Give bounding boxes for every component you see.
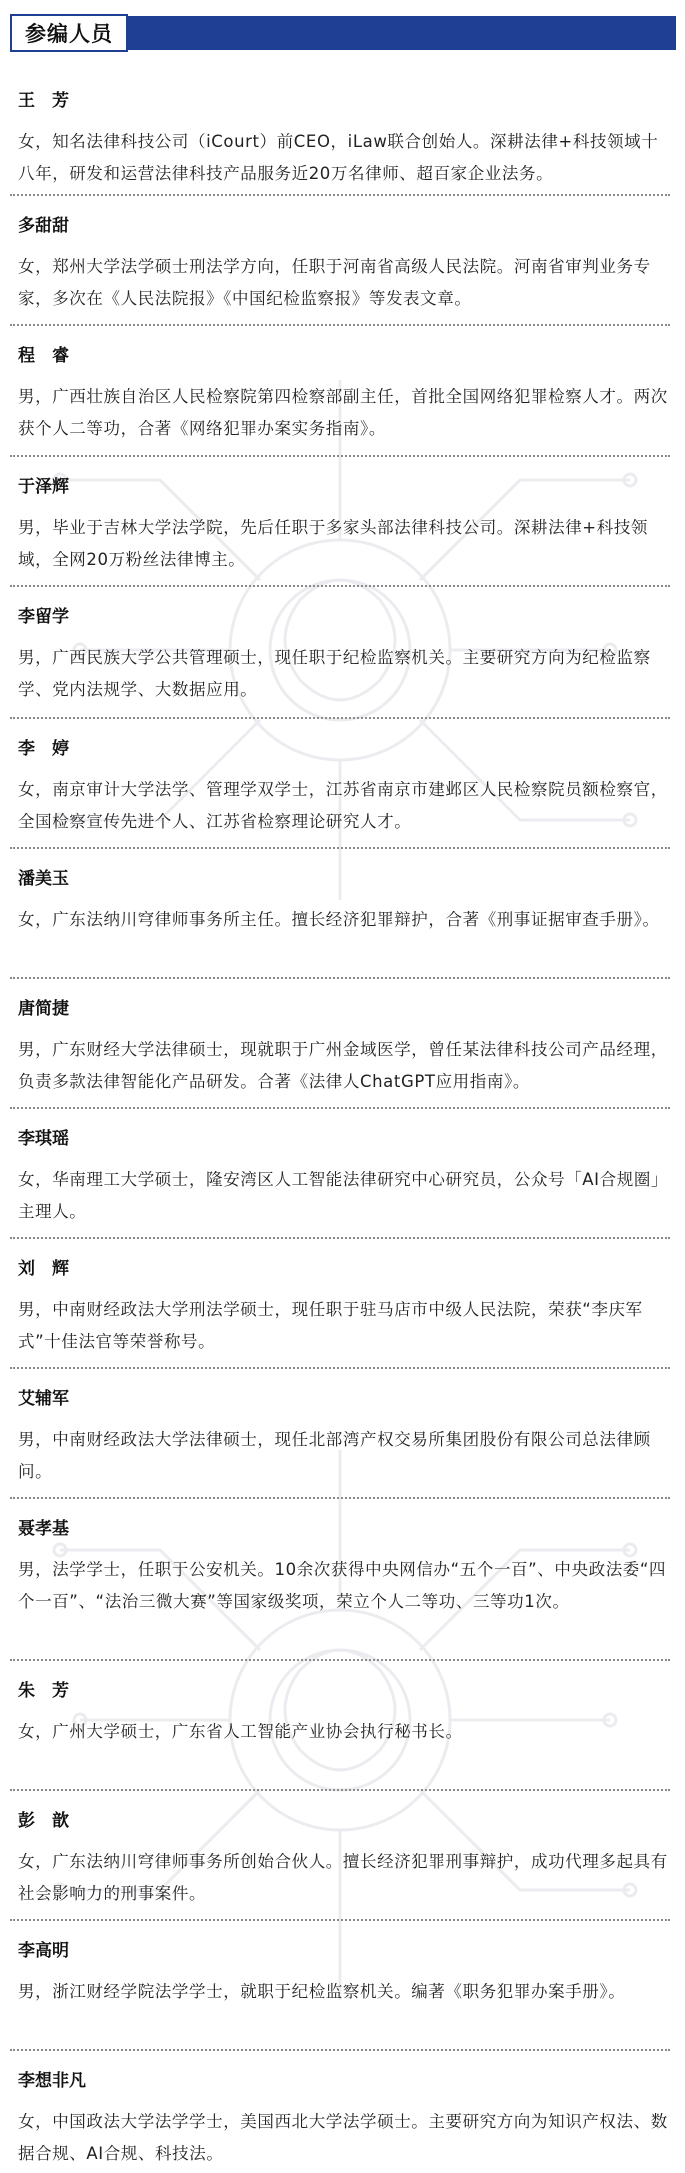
dotted-divider [10, 585, 670, 587]
member-name: 李琪瑶 [18, 1129, 69, 1149]
member-description: 女，华南理工大学硕士，隆安湾区人工智能法律研究中心研究员，公众号「AI合规圈」主理人。 [18, 1170, 660, 1221]
member-entry [18, 738, 668, 838]
member-description: 男，中南财经政法大学刑法学硕士，现任职于驻马店市中级人民法院，荣获“李庆军式”十佳法官等荣誉称号。 [18, 1300, 643, 1351]
member-description: 男，毕业于吉林大学法学院，先后任职于多家头部法律科技公司。深耕法律+科技领域，全网20万粉丝法律博主。 [18, 518, 649, 569]
member-entry [18, 1680, 668, 1748]
section-header [0, 0, 685, 54]
dotted-divider [10, 1659, 670, 1661]
member-name: 程 睿 [18, 346, 69, 366]
member-name: 潘美玉 [18, 869, 69, 889]
member-name: 李想非凡 [18, 2071, 86, 2091]
member-entry [18, 868, 668, 936]
member-entry [18, 1388, 668, 1488]
member-entry [18, 1518, 668, 1618]
dotted-divider [10, 1497, 670, 1499]
dotted-divider [10, 1919, 670, 1921]
member-entry [18, 345, 668, 445]
member-entry [18, 998, 668, 1098]
member-description: 男，广西壮族自治区人民检察院第四检察部副主任，首批全国网络犯罪检察人才。两次获个人二等功，合著《网络犯罪办案实务指南》。 [18, 387, 668, 438]
member-description: 男，广东财经大学法律硕士，现就职于广州金域医学，曾任某法律科技公司产品经理，负责多款法律智能化产品研发。合著《法律人ChatGPT应用指南》。 [18, 1040, 668, 1091]
member-name: 朱 芳 [18, 1681, 69, 1701]
member-name: 彭 歆 [18, 1811, 69, 1831]
member-name: 多甜甜 [18, 216, 69, 236]
member-description: 女，广州大学硕士，广东省人工智能产业协会执行秘书长。 [18, 1722, 463, 1741]
member-description: 男，广西民族大学公共管理硕士，现任职于纪检监察机关。主要研究方向为纪检监察学、党内法规学、大数据应用。 [18, 648, 651, 699]
member-description: 女，广东法纳川穹律师事务所创始合伙人。擅长经济犯罪刑事辩护，成功代理多起具有社会影响力的刑事案件。 [18, 1852, 668, 1903]
member-entry [18, 476, 668, 576]
member-name: 于泽辉 [18, 477, 69, 497]
member-name: 唐简捷 [18, 999, 69, 1019]
member-entry [18, 215, 668, 315]
dotted-divider [10, 1237, 670, 1239]
member-description: 女，郑州大学法学硕士刑法学方向，任职于河南省高级人民法院。河南省审判业务专家，多次在《人民法院报》《中国纪检监察报》等发表文章。 [18, 257, 651, 308]
dotted-divider [10, 717, 670, 719]
member-entry [18, 90, 668, 190]
dotted-divider [10, 1107, 670, 1109]
member-name: 王 芳 [18, 91, 69, 111]
member-description: 女，广东法纳川穹律师事务所主任。擅长经济犯罪辩护，合著《刑事证据审查手册》。 [18, 910, 660, 929]
member-entry [18, 606, 668, 706]
member-name: 李留学 [18, 607, 69, 627]
dotted-divider [10, 194, 670, 196]
member-description: 女，中国政法大学法学学士，美国西北大学法学硕士。主要研究方向为知识产权法、数据合规、AI合规、科技法。 [18, 2112, 668, 2163]
member-entry [18, 1810, 668, 1910]
dotted-divider [10, 1789, 670, 1791]
dotted-divider [10, 324, 670, 326]
member-name: 聂孝基 [18, 1519, 69, 1539]
member-name: 艾辅军 [18, 1389, 69, 1409]
header-accent-bar [128, 16, 676, 50]
member-entry [18, 2070, 668, 2170]
member-description: 男，法学学士，任职于公安机关。10余次获得中央网信办“五个一百”、中央政法委“四个一百”、“法治三微大赛”等国家级奖项，荣立个人二等功、三等功1次。 [18, 1560, 667, 1611]
member-name: 李高明 [18, 1941, 69, 1961]
member-entry [18, 1940, 668, 2008]
dotted-divider [10, 455, 670, 457]
dotted-divider [10, 2049, 670, 2051]
page-title: 参编人员 [25, 22, 113, 46]
dotted-divider [10, 1367, 670, 1369]
dotted-divider [10, 977, 670, 979]
member-entry [18, 1258, 668, 1358]
member-description: 女，南京审计大学法学、管理学双学士，江苏省南京市建邺区人民检察院员额检察官，全国检察宣传先进个人、江苏省检察理论研究人才。 [18, 780, 668, 831]
member-name: 李 婷 [18, 739, 69, 759]
member-entry [18, 1128, 668, 1228]
member-description: 女，知名法律科技公司（iCourt）前CEO，iLaw联合创始人。深耕法律+科技领域十八年，研发和运营法律科技产品服务近20万名律师、超百家企业法务。 [18, 132, 659, 183]
dotted-divider [10, 847, 670, 849]
member-description: 男，中南财经政法大学法律硕士，现任北部湾产权交易所集团股份有限公司总法律顾问。 [18, 1430, 651, 1481]
member-name: 刘 辉 [18, 1259, 69, 1279]
member-description: 男，浙江财经学院法学学士，就职于纪检监察机关。编著《职务犯罪办案手册》。 [18, 1982, 626, 2001]
header-title-box [10, 14, 128, 52]
